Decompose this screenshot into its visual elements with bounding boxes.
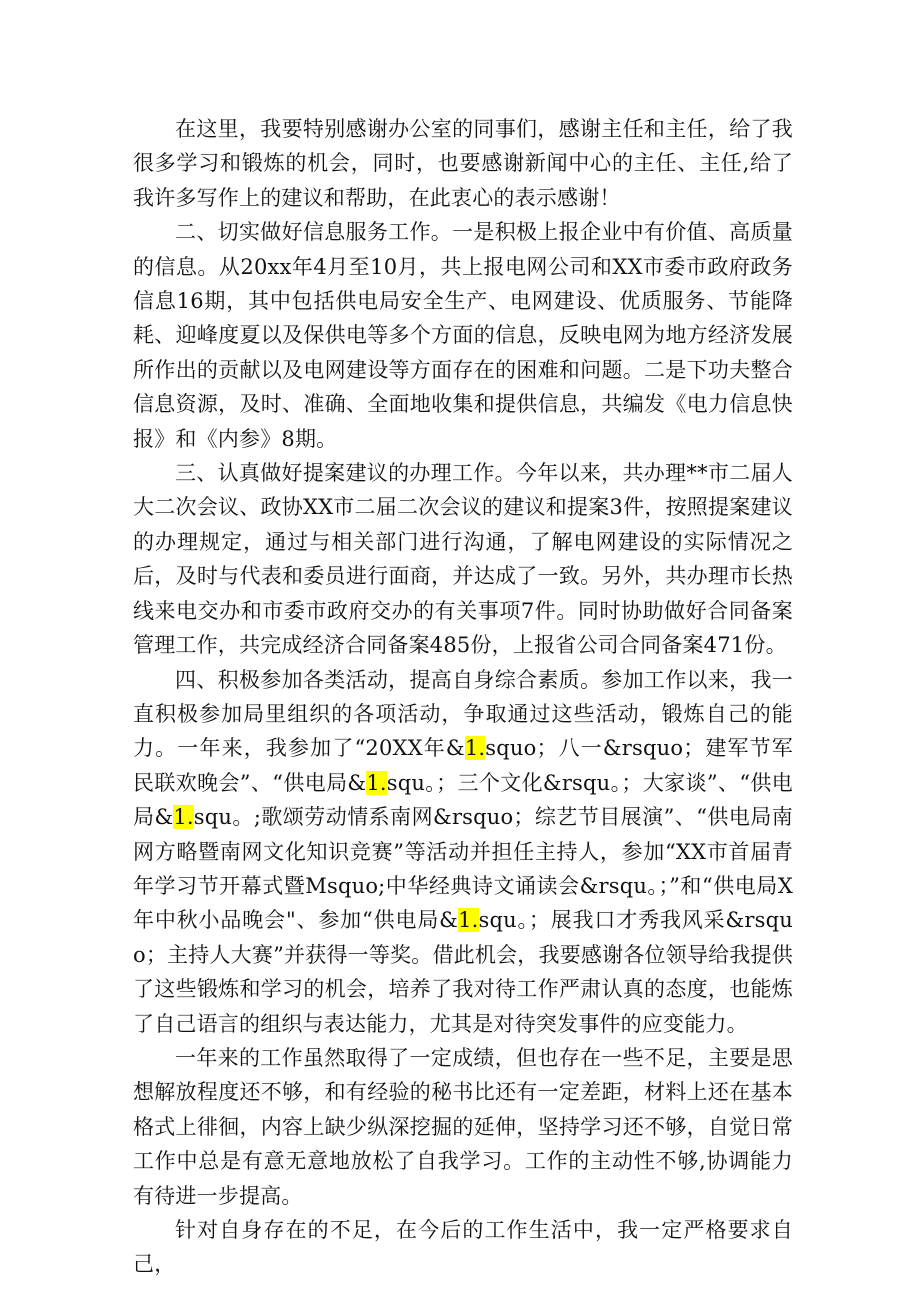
- paragraph-4: [133, 663, 793, 1041]
- paragraph-2: [133, 215, 793, 456]
- paragraph-5: [133, 1041, 793, 1213]
- document-body: [133, 112, 793, 1282]
- paragraph-text: squ。；三个文化&rsqu。；大家谈”、“供电局&: [133, 770, 793, 830]
- paragraph-text: 三、认真做好提案建议的办理工作。今年以来，共办理**市二届人大二次会议、政协XX市二届二次会议的建议和提案3件，按照提案建议的办理规定，通过与相关部门进行沟通，了解电网建设的实际情况之后，及时与代表和委员进行面商，并达成了一致。另外，共办理市长热线来电交办和市委市政府交办的有关事项7件。同时协助做好合同备案管理工作，共完成经济合同备案485份，上报省公司合同备案471份。: [133, 461, 793, 658]
- paragraph-text: 针对自身存在的不足，在今后的工作生活中，我一定严格要求自己，: [133, 1218, 793, 1277]
- highlighted-text: 1.: [458, 908, 479, 933]
- paragraph-3: [133, 456, 793, 662]
- highlighted-text: 1.: [464, 736, 486, 761]
- highlighted-text: 1.: [366, 770, 387, 795]
- paragraph-text: 一年来的工作虽然取得了一定成绩，但也存在一些不足，主要是思想解放程度还不够，和有经验的秘书比还有一定差距，材料上还在基本格式上徘徊，内容上缺少纵深挖掘的延伸，坚持学习还不够，自觉日常工作中总是有意无意地放松了自我学习。工作的主动性不够,协调能力有待进一步提高。: [133, 1045, 793, 1208]
- paragraph-text: 在这里，我要特别感谢办公室的同事们，感谢主任和主任，给了我很多学习和锻炼的机会，同时，也要感谢新闻中心的主任、主任,给了我许多写作上的建议和帮助，在此衷心的表示感谢！: [133, 117, 793, 210]
- paragraph-text: squ。；展我口才秀我风采&rsquo；主持人大赛”并获得一等奖。借此机会，我要感谢各位领导给我提供了这些锻炼和学习的机会，培养了我对待工作严肃认真的态度，也能炼了自己语言的组织与表达能力，尤其是对待突发事件的应变能力。: [133, 908, 793, 1036]
- highlighted-text: 1.: [173, 805, 194, 830]
- paragraph-6: [133, 1213, 793, 1282]
- paragraph-text: 四、积极参加各类活动，提高自身综合素质。参加工作以来，我一直积极参加局里组织的各项活动，争取通过这些活动，锻炼自己的能力。一年来，我参加了“20XX年&: [133, 667, 793, 761]
- paragraph-text: squo；八一&rsquo；建军节军民联欢晚会”、“供电局&: [133, 736, 794, 795]
- paragraph-text: 二、切实做好信息服务工作。一是积极上报企业中有价值、高质量的信息。从20xx年4月至10月，共上报电网公司和XX市委市政府政务信息16期，其中包括供电局安全生产、电网建设、优质服务、节能降耗、迎峰度夏以及保供电等多个方面的信息，反映电网为地方经济发展所作出的贡献以及电网建设等方面存在的困难和问题。二是下功夫整合信息资源，及时、准确、全面地收集和提供信息，共编发《电力信息快报》和《内参》8期。: [133, 220, 793, 451]
- paragraph-1: [133, 112, 793, 215]
- paragraph-text: squ。;歌颂劳动情系南网&rsquo；综艺节目展演”、“供电局南网方略暨南网文化知识竞赛”等活动并担任主持人，参加“XX市首届青年学习节开幕式暨Msquo;中华经典诗文诵读会&rsqu。；”和“供电局X年中秋小品晚会"、参加“供电局&: [133, 805, 794, 933]
